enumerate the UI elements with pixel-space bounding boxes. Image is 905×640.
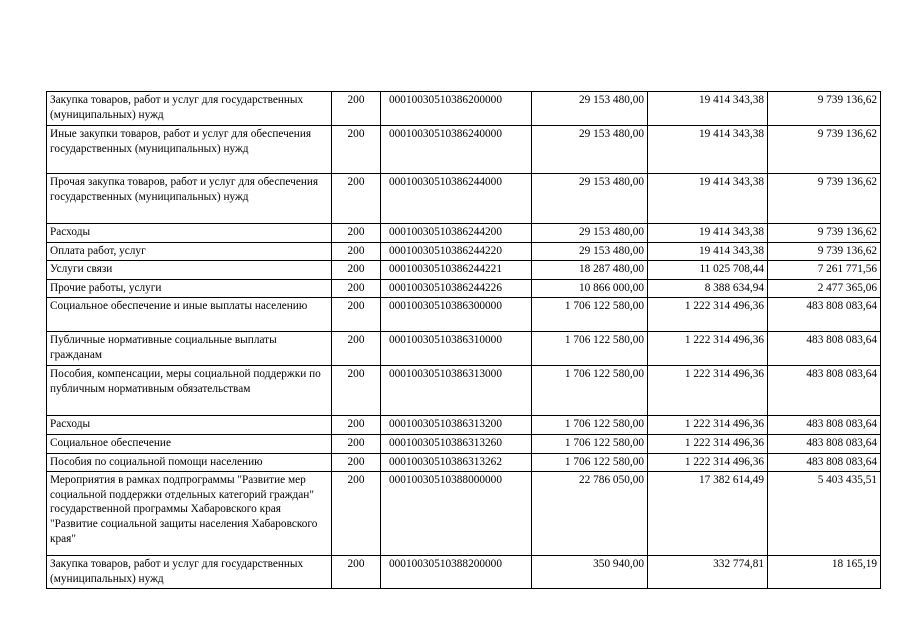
row-executed-cell: 19 414 343,38 <box>648 224 768 243</box>
budget-table-body <box>47 92 881 589</box>
row-name-cell: Прочая закупка товаров, работ и услуг для обеспечения государственных (муниципальных) нужд <box>47 174 332 224</box>
row-name-cell: Пособия по социальной помощи населению <box>47 453 332 472</box>
row-name-cell: Закупка товаров, работ и услуг для государственных (муниципальных) нужд <box>47 556 332 589</box>
table-row <box>47 298 881 332</box>
row-unexecuted-cell: 7 261 771,56 <box>768 261 881 280</box>
row-code-cell: 200 <box>332 556 381 589</box>
table-row <box>47 332 881 366</box>
row-name-cell: Публичные нормативные социальные выплаты гражданам <box>47 332 332 366</box>
row-classifier-cell: 00010030510386310000 <box>381 332 532 366</box>
row-approved-cell: 22 786 050,00 <box>532 472 648 556</box>
row-approved-cell: 29 153 480,00 <box>532 242 648 261</box>
row-code-cell: 200 <box>332 92 381 126</box>
table-row <box>47 224 881 243</box>
row-approved-cell: 1 706 122 580,00 <box>532 416 648 435</box>
row-executed-cell: 17 382 614,49 <box>648 472 768 556</box>
row-unexecuted-cell: 2 477 365,06 <box>768 279 881 298</box>
row-approved-cell: 350 940,00 <box>532 556 648 589</box>
row-classifier-cell: 00010030510386313260 <box>381 434 532 453</box>
row-approved-cell: 1 706 122 580,00 <box>532 366 648 416</box>
row-classifier-cell: 00010030510386240000 <box>381 126 532 174</box>
row-code-cell: 200 <box>332 366 381 416</box>
table-row <box>47 453 881 472</box>
row-unexecuted-cell: 18 165,19 <box>768 556 881 589</box>
row-classifier-cell: 00010030510388200000 <box>381 556 532 589</box>
row-classifier-cell: 00010030510386244220 <box>381 242 532 261</box>
row-code-cell: 200 <box>332 174 381 224</box>
table-row <box>47 174 881 224</box>
row-code-cell: 200 <box>332 332 381 366</box>
row-classifier-cell: 00010030510386313000 <box>381 366 532 416</box>
row-classifier-cell: 00010030510386300000 <box>381 298 532 332</box>
row-classifier-cell: 00010030510386244226 <box>381 279 532 298</box>
row-approved-cell: 1 706 122 580,00 <box>532 332 648 366</box>
budget-table <box>46 91 881 589</box>
row-unexecuted-cell: 483 808 083,64 <box>768 332 881 366</box>
row-unexecuted-cell: 483 808 083,64 <box>768 366 881 416</box>
row-unexecuted-cell: 9 739 136,62 <box>768 242 881 261</box>
row-code-cell: 200 <box>332 261 381 280</box>
row-code-cell: 200 <box>332 224 381 243</box>
row-classifier-cell: 00010030510386244200 <box>381 224 532 243</box>
row-approved-cell: 1 706 122 580,00 <box>532 453 648 472</box>
row-unexecuted-cell: 5 403 435,51 <box>768 472 881 556</box>
row-unexecuted-cell: 483 808 083,64 <box>768 298 881 332</box>
table-row <box>47 92 881 126</box>
row-unexecuted-cell: 483 808 083,64 <box>768 416 881 435</box>
row-executed-cell: 19 414 343,38 <box>648 92 768 126</box>
row-unexecuted-cell: 483 808 083,64 <box>768 434 881 453</box>
row-executed-cell: 332 774,81 <box>648 556 768 589</box>
row-executed-cell: 8 388 634,94 <box>648 279 768 298</box>
row-unexecuted-cell: 9 739 136,62 <box>768 92 881 126</box>
row-name-cell: Закупка товаров, работ и услуг для государственных (муниципальных) нужд <box>47 92 332 126</box>
row-code-cell: 200 <box>332 242 381 261</box>
row-name-cell: Прочие работы, услуги <box>47 279 332 298</box>
row-code-cell: 200 <box>332 416 381 435</box>
table-row <box>47 416 881 435</box>
row-approved-cell: 18 287 480,00 <box>532 261 648 280</box>
row-approved-cell: 29 153 480,00 <box>532 174 648 224</box>
row-code-cell: 200 <box>332 126 381 174</box>
row-classifier-cell: 00010030510386244000 <box>381 174 532 224</box>
row-code-cell: 200 <box>332 298 381 332</box>
row-code-cell: 200 <box>332 453 381 472</box>
row-executed-cell: 1 222 314 496,36 <box>648 453 768 472</box>
row-executed-cell: 1 222 314 496,36 <box>648 416 768 435</box>
table-row <box>47 261 881 280</box>
table-row <box>47 556 881 589</box>
row-executed-cell: 19 414 343,38 <box>648 174 768 224</box>
row-name-cell: Услуги связи <box>47 261 332 280</box>
row-name-cell: Оплата работ, услуг <box>47 242 332 261</box>
table-row <box>47 126 881 174</box>
row-classifier-cell: 00010030510388000000 <box>381 472 532 556</box>
row-approved-cell: 29 153 480,00 <box>532 224 648 243</box>
table-row <box>47 366 881 416</box>
row-approved-cell: 1 706 122 580,00 <box>532 434 648 453</box>
row-code-cell: 200 <box>332 472 381 556</box>
row-executed-cell: 19 414 343,38 <box>648 126 768 174</box>
row-name-cell: Пособия, компенсации, меры социальной поддержки по публичным нормативным обязательствам <box>47 366 332 416</box>
table-row <box>47 279 881 298</box>
row-classifier-cell: 00010030510386200000 <box>381 92 532 126</box>
row-executed-cell: 11 025 708,44 <box>648 261 768 280</box>
row-approved-cell: 10 866 000,00 <box>532 279 648 298</box>
row-unexecuted-cell: 483 808 083,64 <box>768 453 881 472</box>
row-executed-cell: 1 222 314 496,36 <box>648 366 768 416</box>
row-classifier-cell: 00010030510386313200 <box>381 416 532 435</box>
row-unexecuted-cell: 9 739 136,62 <box>768 224 881 243</box>
row-executed-cell: 1 222 314 496,36 <box>648 434 768 453</box>
row-name-cell: Социальное обеспечение <box>47 434 332 453</box>
row-name-cell: Иные закупки товаров, работ и услуг для обеспечения государственных (муниципальных) нужд <box>47 126 332 174</box>
row-executed-cell: 19 414 343,38 <box>648 242 768 261</box>
row-name-cell: Расходы <box>47 224 332 243</box>
row-unexecuted-cell: 9 739 136,62 <box>768 126 881 174</box>
table-row <box>47 472 881 556</box>
row-name-cell: Расходы <box>47 416 332 435</box>
row-approved-cell: 1 706 122 580,00 <box>532 298 648 332</box>
row-executed-cell: 1 222 314 496,36 <box>648 298 768 332</box>
row-name-cell: Мероприятия в рамках подпрограммы "Развитие мер социальной поддержки отдельных категорий граждан" государственной программы Хабаровского края "Развитие социальной защиты населения Хабаровского края" <box>47 472 332 556</box>
table-row <box>47 434 881 453</box>
row-approved-cell: 29 153 480,00 <box>532 92 648 126</box>
row-unexecuted-cell: 9 739 136,62 <box>768 174 881 224</box>
row-classifier-cell: 00010030510386244221 <box>381 261 532 280</box>
table-row <box>47 242 881 261</box>
row-code-cell: 200 <box>332 279 381 298</box>
row-approved-cell: 29 153 480,00 <box>532 126 648 174</box>
row-name-cell: Социальное обеспечение и иные выплаты населению <box>47 298 332 332</box>
row-classifier-cell: 00010030510386313262 <box>381 453 532 472</box>
row-executed-cell: 1 222 314 496,36 <box>648 332 768 366</box>
row-code-cell: 200 <box>332 434 381 453</box>
